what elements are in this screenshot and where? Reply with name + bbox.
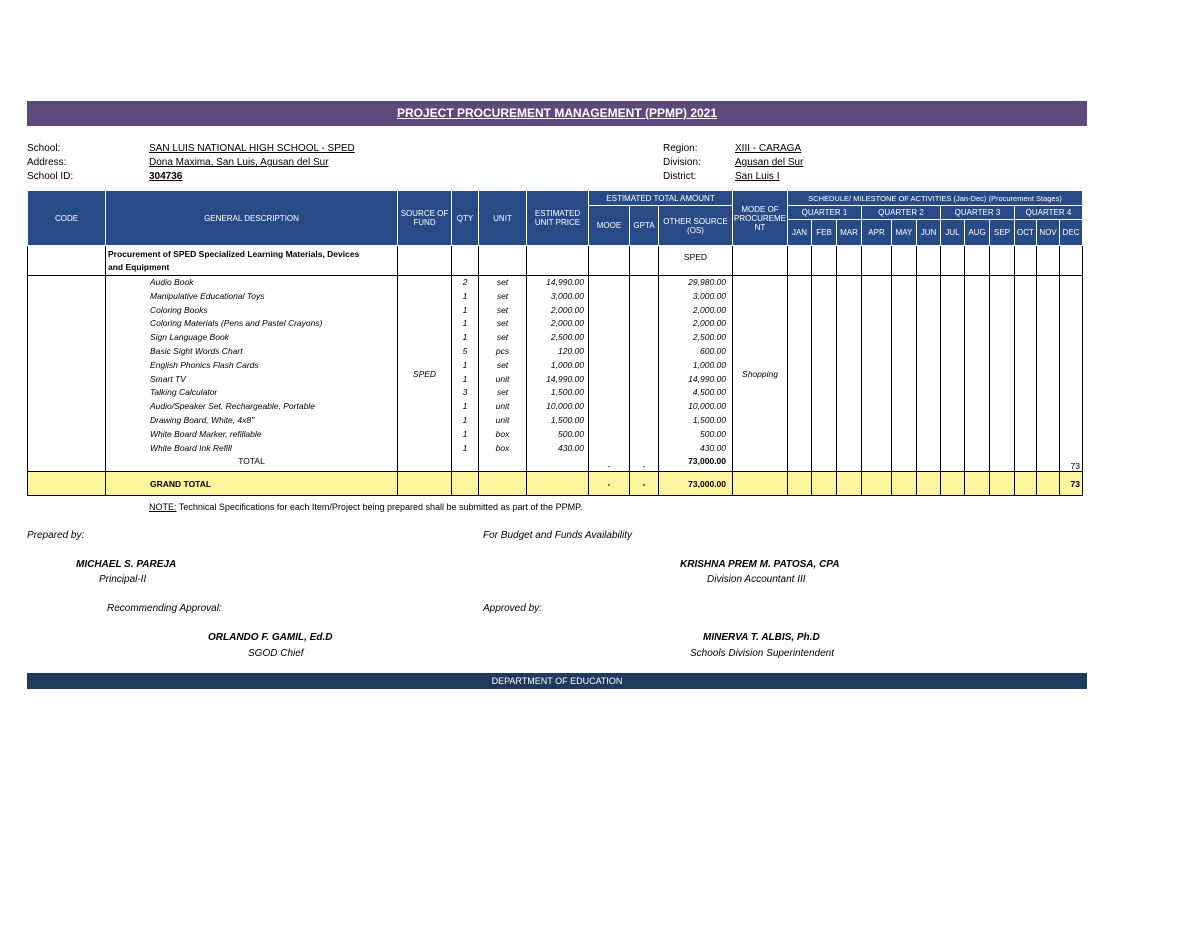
address-label: Address: — [27, 157, 67, 168]
item-os: 1,000.00 — [692, 359, 726, 370]
page-title: PROJECT PROCUREMENT MANAGEMENT (PPMP) 2021 — [27, 101, 1087, 126]
header-os-line2: (OS) — [687, 225, 704, 235]
item-os: 500.00 — [700, 428, 726, 439]
accountant-title: Division Accountant III — [707, 574, 806, 585]
recommender-name: ORLANDO F. GAMIL, Ed.D — [208, 632, 333, 643]
total-gpta: - — [630, 276, 659, 472]
item-unit: box — [495, 442, 510, 453]
schoolid-label: School ID: — [27, 171, 74, 182]
header-quarter-4: QUARTER 4 — [1015, 206, 1083, 220]
item-unit: unit — [495, 414, 510, 425]
section-desc-line2: and Equipment — [108, 261, 170, 272]
item-price: 500.00 — [558, 428, 584, 439]
header-mode-line2: PROCUREME — [733, 213, 786, 223]
recommender-title: SGOD Chief — [248, 648, 304, 659]
item-os-column — [659, 276, 733, 472]
schoolid-value: 304736 — [149, 171, 183, 182]
header-price-line2: UNIT PRICE — [534, 218, 581, 227]
grand-total-gpta: - — [630, 472, 659, 496]
preparer-title: Principal-II — [99, 574, 147, 585]
header-gpta: GPTA — [630, 206, 659, 246]
section-desc-line1: Procurement of SPED Specialized Learning Materials, Devices — [108, 248, 360, 259]
header-month: DEC — [1060, 220, 1083, 246]
item-name: Coloring Materials (Pens and Pastel Crayons) — [150, 318, 323, 329]
header-quarter-1: QUARTER 1 — [788, 206, 862, 220]
item-unit: set — [496, 290, 509, 301]
item-os: 3,000.00 — [692, 290, 726, 301]
header-code: CODE — [28, 191, 106, 246]
header-month: MAR — [837, 220, 862, 246]
recommending-label: Recommending Approval: — [107, 603, 222, 614]
region-value: XIII - CARAGA — [735, 143, 802, 154]
item-unit: set — [496, 387, 509, 398]
items-code — [28, 276, 106, 472]
item-qty-column — [452, 276, 479, 472]
item-price: 120.00 — [558, 345, 584, 356]
district-label: District: — [663, 171, 697, 182]
item-unit: set — [496, 277, 509, 287]
header-os-line1: OTHER SOURCE — [663, 216, 728, 226]
item-unit-column — [479, 276, 527, 472]
item-name: White Board Marker, refillable — [150, 428, 262, 439]
item-qty: 1 — [462, 359, 468, 370]
item-price: 3,000.00 — [550, 290, 584, 301]
ppmp-table — [27, 190, 1083, 496]
item-price: 430.00 — [558, 442, 584, 453]
item-name: Audio/Speaker Set, Rechargeable, Portable — [150, 401, 315, 412]
district-value: San Luis I — [735, 171, 780, 182]
grand-total-dec: 73 — [1060, 472, 1083, 496]
item-qty: 2 — [462, 277, 468, 287]
header-source-of-fund — [398, 191, 452, 246]
item-qty: 5 — [462, 345, 468, 356]
items-row — [28, 276, 1083, 472]
header-month: JUL — [941, 220, 965, 246]
grand-total-mooe: - — [589, 472, 630, 496]
header-mode-line1: MODE OF — [741, 204, 779, 214]
item-os: 600.00 — [700, 345, 726, 356]
item-qty: 1 — [462, 318, 468, 329]
item-unit: unit — [495, 401, 510, 412]
header-other-source — [659, 206, 733, 246]
item-qty: 1 — [462, 442, 468, 453]
header-month: SEP — [990, 220, 1015, 246]
item-os: 29,980.00 — [688, 277, 726, 287]
header-description: GENERAL DESCRIPTION — [106, 191, 398, 246]
header-month: JAN — [788, 220, 812, 246]
source-of-fund: SPED — [398, 276, 452, 472]
item-price: 1,500.00 — [550, 387, 584, 398]
header-month: NOV — [1037, 220, 1060, 246]
header-mooe: MOOE — [589, 206, 630, 246]
header-month: JUN — [917, 220, 941, 246]
item-unit: set — [496, 332, 509, 343]
item-price: 2,000.00 — [550, 304, 584, 315]
total-dec: 73 — [1060, 276, 1083, 472]
item-os: 10,000.00 — [688, 401, 726, 412]
section-description — [106, 246, 398, 276]
item-qty: 1 — [462, 290, 468, 301]
school-label: School: — [27, 143, 61, 154]
item-os: 14,990.00 — [688, 373, 726, 384]
grand-total-os: 73,000.00 — [659, 472, 733, 496]
address-value: Dona Maxima, San Luis, Agusan del Sur — [149, 157, 329, 168]
header-month: AUG — [965, 220, 990, 246]
header-unit-price — [527, 191, 589, 246]
division-value: Agusan del Sur — [735, 157, 804, 168]
item-name: Manipulative Educational Toys — [150, 290, 265, 301]
division-label: Division: — [663, 157, 701, 168]
grand-total-row — [28, 472, 1083, 496]
header-price-line1: ESTIMATED — [534, 209, 581, 218]
header-qty: QTY — [452, 191, 479, 246]
total-mooe: - — [589, 276, 630, 472]
budget-label: For Budget and Funds Availability — [483, 530, 632, 541]
item-qty: 1 — [462, 304, 468, 315]
item-qty: 1 — [462, 401, 468, 412]
item-names — [106, 276, 398, 472]
item-price-column — [527, 276, 589, 472]
prepared-by-label: Prepared by: — [27, 530, 85, 541]
item-name: Sign Language Book — [150, 332, 229, 343]
preparer-name: MICHAEL S. PAREJA — [76, 559, 177, 570]
section-os: SPED — [659, 246, 733, 276]
item-price: 14,990.00 — [546, 277, 584, 287]
total-label: TOTAL — [238, 456, 265, 467]
header-source-line1: SOURCE OF — [400, 209, 449, 218]
item-os: 2,500.00 — [692, 332, 726, 343]
grand-total-label: GRAND TOTAL — [106, 472, 398, 496]
approver-title: Schools Division Superintendent — [690, 648, 834, 659]
item-price: 14,990.00 — [546, 373, 584, 384]
item-name: Coloring Books — [150, 304, 208, 315]
accountant-name: KRISHNA PREM M. PATOSA, CPA — [680, 559, 840, 570]
header-schedule: SCHEDULE/ MILESTONE OF ACTIVITIES (Jan-Dec) (Procurement Stages) — [788, 191, 1083, 206]
header-mode — [733, 191, 788, 246]
header-total-amount: ESTIMATED TOTAL AMOUNT — [589, 191, 733, 206]
item-os: 4,500.00 — [692, 387, 726, 398]
header-mode-line3: NT — [754, 222, 766, 232]
approved-label: Approved by: — [483, 603, 542, 614]
item-unit: set — [496, 304, 509, 315]
item-name: Drawing Board, White, 4x8" — [150, 414, 255, 425]
section-code — [28, 246, 106, 276]
item-unit: set — [496, 359, 509, 370]
header-unit: UNIT — [479, 191, 527, 246]
item-name: Basic Sight Words Chart — [150, 345, 243, 356]
header-quarter-3: QUARTER 3 — [941, 206, 1015, 220]
item-price: 1,000.00 — [550, 359, 584, 370]
item-qty: 1 — [462, 428, 468, 439]
approver-name: MINERVA T. ALBIS, Ph.D — [703, 632, 820, 643]
item-unit: unit — [495, 373, 510, 384]
item-os: 430.00 — [700, 442, 726, 453]
item-price: 1,500.00 — [550, 414, 584, 425]
item-qty: 1 — [462, 373, 468, 384]
region-label: Region: — [663, 143, 698, 154]
header-source-line2: FUND — [413, 218, 436, 227]
section-row — [28, 246, 1083, 276]
item-name: Smart TV — [150, 373, 186, 384]
item-price: 10,000.00 — [546, 401, 584, 412]
item-os: 2,000.00 — [692, 304, 726, 315]
item-unit: set — [496, 318, 509, 329]
total-os: 73,000.00 — [688, 456, 726, 467]
item-qty: 1 — [462, 332, 468, 343]
note-text: Technical Specifications for each Item/Project being prepared shall be submitted as part of the PPMP. — [178, 502, 583, 512]
item-unit: pcs — [495, 345, 510, 356]
item-name: Talking Calculator — [150, 387, 218, 398]
header-quarter-2: QUARTER 2 — [862, 206, 941, 220]
item-price: 2,500.00 — [550, 332, 584, 343]
item-os: 1,500.00 — [692, 414, 726, 425]
item-qty: 1 — [462, 414, 468, 425]
item-unit: box — [495, 428, 510, 439]
note — [149, 502, 582, 512]
item-price: 2,000.00 — [550, 318, 584, 329]
item-name: White Board Ink Refill — [150, 442, 232, 453]
header-month: APR — [862, 220, 892, 246]
note-label: NOTE: — [149, 502, 177, 512]
header-month: OCT — [1015, 220, 1037, 246]
item-qty: 3 — [462, 387, 468, 398]
footer-bar: DEPARTMENT OF EDUCATION — [27, 673, 1087, 689]
item-os: 2,000.00 — [692, 318, 726, 329]
header-month: MAY — [892, 220, 917, 246]
school-value: SAN LUIS NATIONAL HIGH SCHOOL - SPED — [149, 143, 355, 154]
mode-of-procurement: Shopping — [733, 276, 788, 472]
item-name: Audio Book — [150, 277, 194, 287]
header-month: FEB — [812, 220, 837, 246]
item-name: English Phonics Flash Cards — [150, 359, 259, 370]
